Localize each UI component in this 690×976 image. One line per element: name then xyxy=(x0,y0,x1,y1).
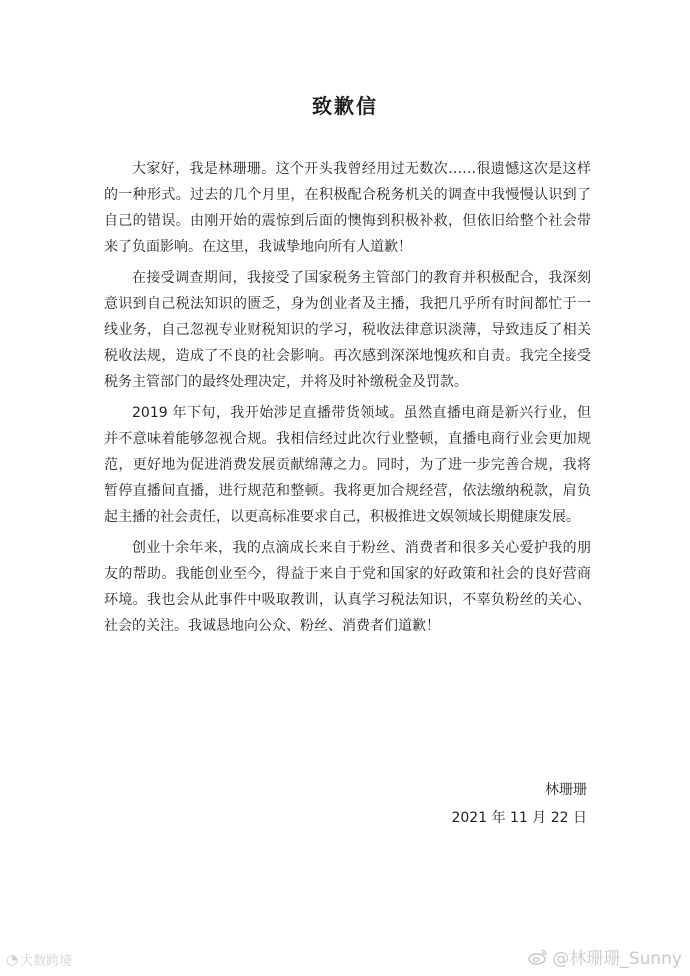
paragraph-1: 大家好，我是林珊珊。这个开头我曾经用过无数次……很遗憾这次是这样的一种形式。过去的几个月里，在积极配合税务机关的调查中我慢慢认识到了自己的错误。由刚开始的震惊到后面的懊悔到积极补救，但依旧给整个社会带来了负面影响。在这里，我诚挚地向所有人道歉！ xyxy=(104,161,591,255)
brand-logo-icon: ◔ xyxy=(6,951,19,968)
watermark-right-text: @林珊珊_Sunny xyxy=(552,949,682,969)
paragraph-3: 2019 年下旬，我开始涉足直播带货领域。虽然直播电商是新兴行业，但并不意味着能够忽视合规。我相信经过此次行业整顿，直播电商行业会更加规范，更好地为促进消费发展贡献绵薄之力。同时，为了进一步完善合规，我将暂停直播间直播，进行规范和整顿。我将更加合规经营，依法缴纳税款，肩负起主播的社会责任，以更高标准要求自己，积极推进文娱领域长期健康发展。 xyxy=(104,405,591,525)
paragraph-4: 创业十余年来，我的点滴成长来自于粉丝、消费者和很多关心爱护我的朋友的帮助。我能创业至今，得益于来自于党和国家的好政策和社会的良好营商环境。我也会从此事件中吸取教训，认真学习税法知识，不辜负粉丝的关心、社会的关注。我诚恳地向公众、粉丝、消费者们道歉！ xyxy=(104,540,591,634)
paragraph-2: 在接受调查期间，我接受了国家税务主管部门的教育并积极配合，我深刻意识到自己税法知识的匮乏，身为创业者及主播，我把几乎所有时间都忙于一线业务，自己忽视专业财税知识的学习，税收法律意识淡薄，导致违反了相关税收法规，造成了不良的社会影响。再次感到深深地愧疚和自责。我完全接受税务主管部门的最终处理决定，并将及时补缴税金及罚款。 xyxy=(104,270,591,390)
watermark-left-text: 大数跨境 xyxy=(20,954,73,969)
weibo-icon xyxy=(528,948,548,965)
watermark-left xyxy=(6,950,72,969)
watermark-right xyxy=(528,944,682,969)
signature: 林珊珊 xyxy=(545,782,587,798)
letter-date: 2021 年 11 月 22 日 xyxy=(451,810,587,826)
letter-title: 致歉信 xyxy=(312,94,378,118)
letter-body xyxy=(104,156,591,644)
